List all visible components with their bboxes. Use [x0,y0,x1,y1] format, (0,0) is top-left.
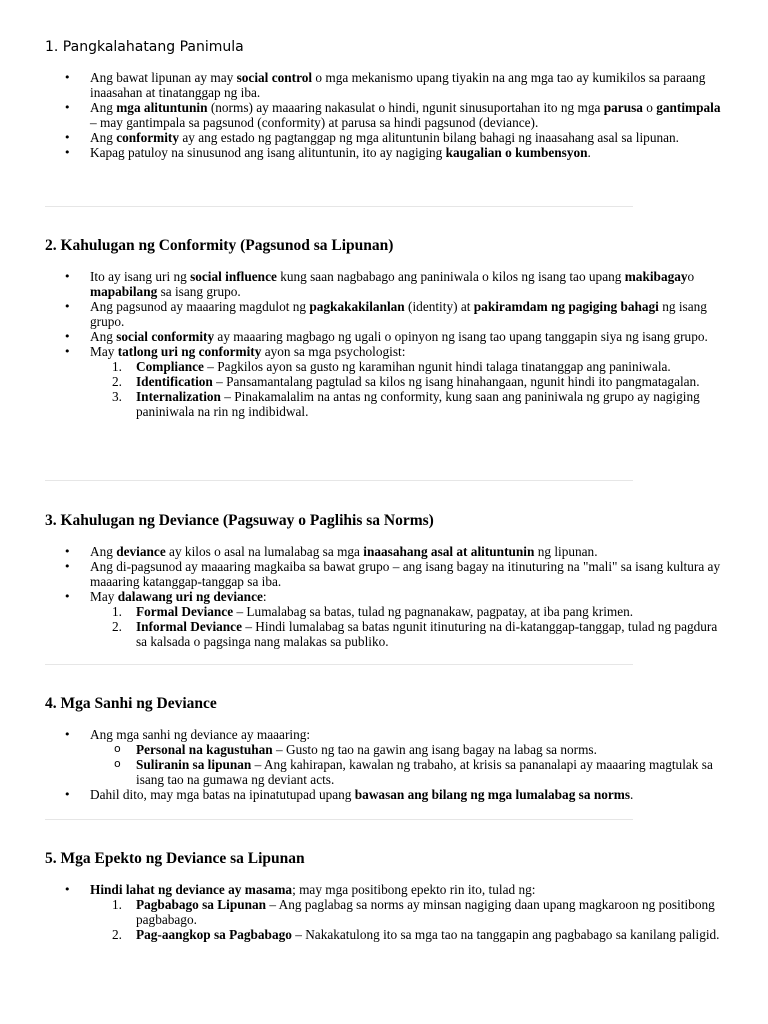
list-item: • Dahil dito, may mga batas na ipinatutupad upang bawasan ang bilang ng mga lumalabag sa norms. [0,787,768,802]
section-1-bullet-list [0,70,768,160]
section-2-bullet-list [0,269,768,419]
list-item: 2. Pag-aangkop sa Pagbabago – Nakakatulong ito sa mga tao na tanggapin ang pagbabago sa kanilang paligid. [112,927,720,942]
section-4-heading: 4. Mga Sanhi ng Deviance [45,695,217,712]
list-item: 3. Internalization – Pinakamalalim na antas ng conformity, kung saan ang paniniwala ng grupo ay nagiging paniniwala na rin ng indibidwal. [112,389,700,419]
list-item: • Ang mga sanhi ng deviance ay maaaring: o Personal na kagustuhan – Gusto ng tao na gawin ang isang bagay na labag sa norms. o Suliranin sa lipunan – Ang kahirapan, kawalan ng trabaho, at krisis sa pananalapi ay maaaring magtulak sa isang tao na gumawa ng deviant acts. [0,727,768,787]
conformity-types-list [90,359,728,419]
section-divider [45,206,633,207]
section-divider [45,819,633,820]
list-item: • Ang pagsunod ay maaaring magdulot ng pagkakakilanlan (identity) at pakiramdam ng pagiging bahagi ng isang grupo. [0,299,768,329]
list-item: 2. Informal Deviance – Hindi lumalabag sa batas ngunit itinuturing na di-katanggap-tanggap, tulad ng pagdura sa kalsada o pagsinga nang malakas sa publiko. [112,619,718,649]
list-item: 1. Compliance – Pagkilos ayon sa gusto ng karamihan ngunit hindi talaga tinatanggap ang paniniwala. [112,359,671,374]
list-item: • Ang mga alituntunin (norms) ay maaaring nakasulat o hindi, ngunit sinusuportahan ito ng mga parusa o gantimpala – may gantimpala sa pagsunod (conformity) at parusa sa hindi pagsunod (deviance). [0,100,768,130]
list-item: • Ito ay isang uri ng social influence kung saan nagbabago ang paniniwala o kilos ng isang tao upang makibagayo mapabilang sa isang grupo. [0,269,768,299]
list-item: • May dalawang uri ng deviance: 1. Formal Deviance – Lumalabag sa batas, tulad ng pagnanakaw, pagpatay, at iba pang krimen. 2. Informal Deviance – Hindi lumalabag sa batas ngunit itinuturing na di-katanggap-tanggap, tulad ng pagdura sa kalsada o pagsinga nang malakas sa publiko. [0,589,768,649]
effects-list [90,897,728,942]
section-2-heading: 2. Kahulugan ng Conformity (Pagsunod sa Lipunan) [45,237,394,254]
list-item: • Ang social conformity ay maaaring magbago ng ugali o opinyon ng isang tao upang tanggapin siya ng isang grupo. [0,329,768,344]
section-5-heading: 5. Mga Epekto ng Deviance sa Lipunan [45,850,305,867]
list-item: • Hindi lahat ng deviance ay masama; may mga positibong epekto rin ito, tulad ng: 1. Pagbabago sa Lipunan – Ang paglabag sa norms ay minsan nagiging daan upang magkaroon ng positibong pagbabago. 2. Pag-aangkop sa Pagbabago – Nakakatulong ito sa mga tao na tanggapin ang pagbabago sa kanilang paligid. [0,882,768,942]
section-4-bullet-list [0,727,768,802]
list-item: o Personal na kagustuhan – Gusto ng tao na gawin ang isang bagay na labag sa norms. [114,742,597,757]
causes-sublist [90,742,728,787]
list-item: o Suliranin sa lipunan – Ang kahirapan, kawalan ng trabaho, at krisis sa pananalapi ay maaaring magtulak sa isang tao na gumawa ng deviant acts. [114,757,713,787]
list-item: 1. Pagbabago sa Lipunan – Ang paglabag sa norms ay minsan nagiging daan upang magkaroon ng positibong pagbabago. [112,897,715,927]
list-item: • May tatlong uri ng conformity ayon sa mga psychologist: 1. Compliance – Pagkilos ayon sa gusto ng karamihan ngunit hindi talaga tinatanggap ang paniniwala. 2. Identification – Pansamantalang pagtulad sa kilos ng isang hinahangaan, ngunit hindi ito pangmatagalan. 3. Internalization – Pinakamalalim na antas ng conformity, kung saan ang paniniwala ng grupo ay nagiging paniniwala na rin ng indibidwal. [0,344,768,419]
list-item: 1. Formal Deviance – Lumalabag sa batas, tulad ng pagnanakaw, pagpatay, at iba pang krimen. [112,604,634,619]
section-1-heading: 1. Pangkalahatang Panimula [45,39,244,55]
list-item: • Kapag patuloy na sinusunod ang isang alituntunin, ito ay nagiging kaugalian o kumbensyon. [0,145,768,160]
list-item: • Ang bawat lipunan ay may social control o mga mekanismo upang tiyakin na ang mga tao ay kumikilos sa paraang inaasahan at tinatanggap ng iba. [0,70,768,100]
section-divider [45,480,633,481]
list-item: 2. Identification – Pansamantalang pagtulad sa kilos ng isang hinahangaan, ngunit hindi ito pangmatagalan. [112,374,700,389]
section-3-heading: 3. Kahulugan ng Deviance (Pagsuway o Paglihis sa Norms) [45,512,434,529]
section-3-bullet-list [0,544,768,649]
list-item: • Ang deviance ay kilos o asal na lumalabag sa mga inaasahang asal at alituntunin ng lipunan. [0,544,768,559]
list-item: • Ang conformity ay ang estado ng pagtanggap ng mga alituntunin bilang bahagi ng inaasahang asal sa lipunan. [0,130,768,145]
list-item: • Ang di-pagsunod ay maaaring magkaiba sa bawat grupo – ang isang bagay na itinuturing na "mali" sa isang kultura ay maaaring katanggap-tanggap sa iba. [0,559,768,589]
section-divider [45,664,633,665]
section-5-bullet-list [0,882,768,942]
deviance-types-list [90,604,728,649]
